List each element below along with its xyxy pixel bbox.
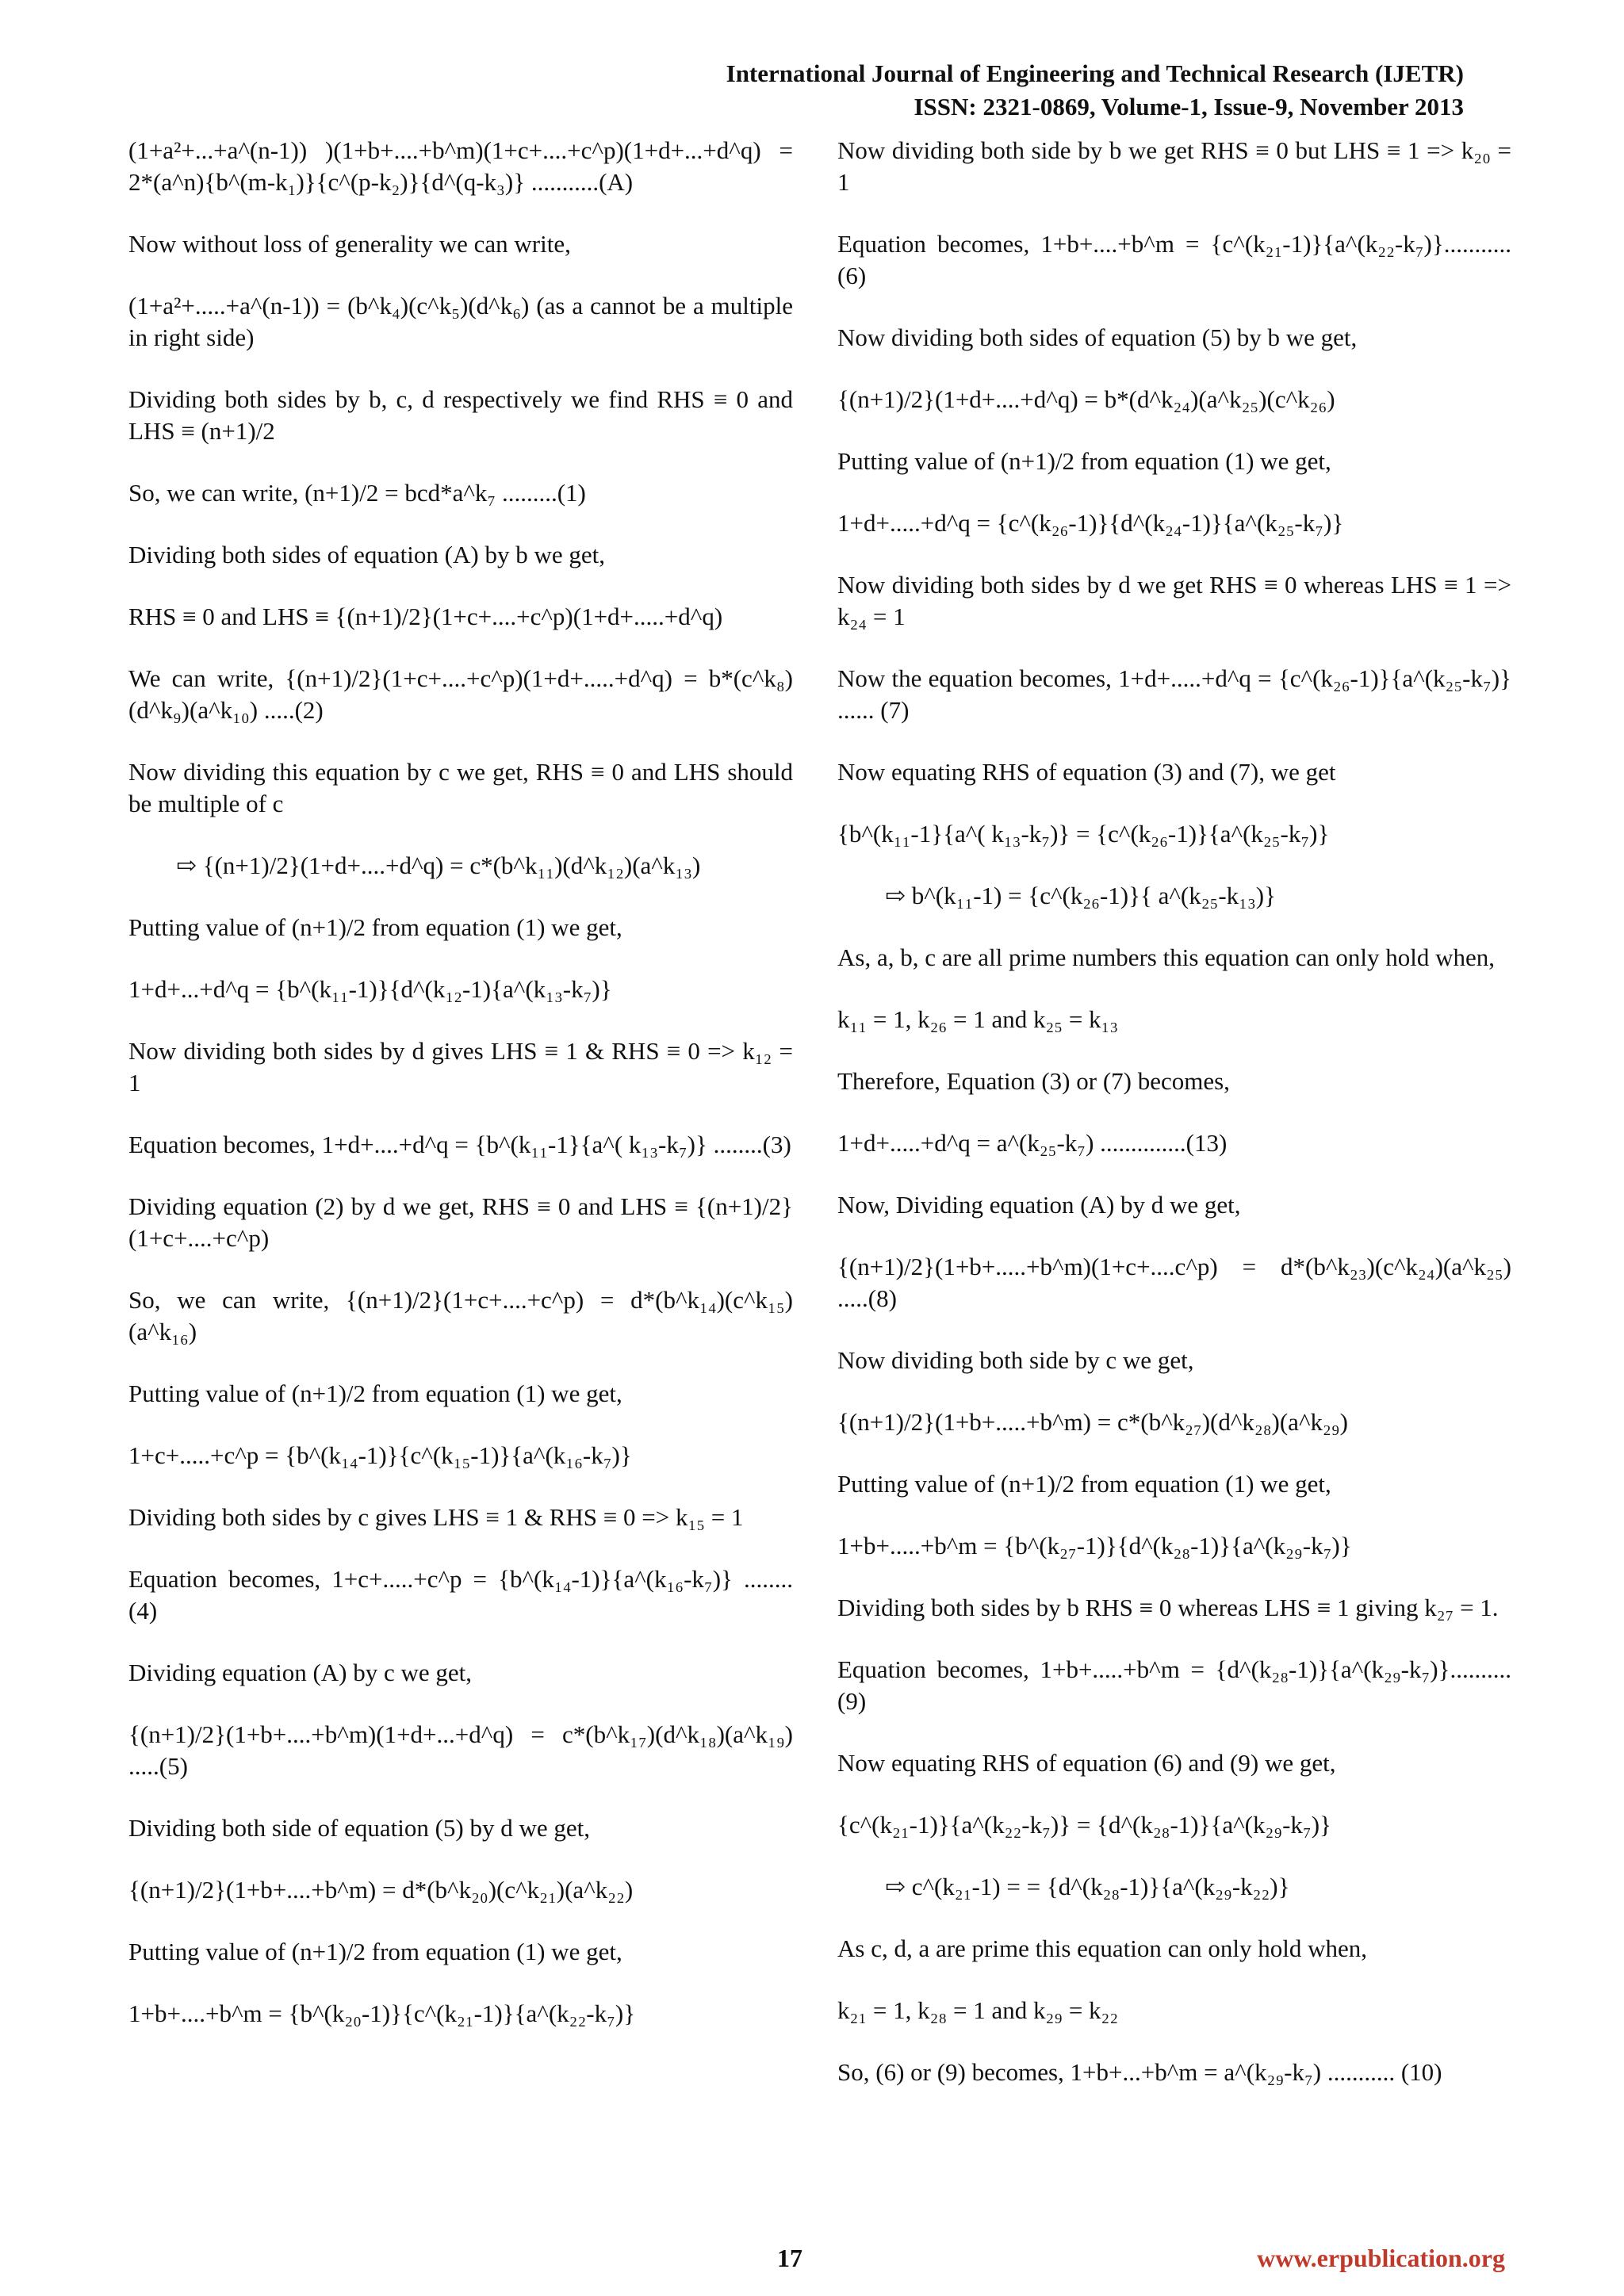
equation-9: Equation becomes, 1+b+.....+b^m = {d^(k₂₈-1)}{a^(k₂₉-k₇)}..........(9)	[837, 1655, 1511, 1715]
paragraph: Now dividing this equation by c we get, RHS ≡ 0 and LHS should be multiple of c	[128, 758, 793, 817]
paragraph: As c, d, a are prime this equation can only hold when,	[837, 1934, 1368, 1962]
paragraph: Dividing both sides by b, c, d respectively we find RHS ≡ 0 and LHS ≡ (n+1)/2	[128, 385, 793, 445]
journal-title: International Journal of Engineering and Technical Research (IJETR)	[726, 59, 1464, 87]
equation-1: So, we can write, (n+1)/2 = bcd*a^k₇ .........(1)	[128, 479, 586, 507]
paragraph: k₂₁ = 1, k₂₈ = 1 and k₂₉ = k₂₂	[837, 1996, 1119, 2024]
paragraph: 1+b+....+b^m = {b^(k₂₀-1)}{c^(k₂₁-1)}{a^(k₂₂-k₇)}	[128, 1999, 636, 2027]
paragraph: Therefore, Equation (3) or (7) becomes,	[837, 1067, 1230, 1095]
paragraph: Now dividing both side by c we get,	[837, 1346, 1194, 1374]
paragraph: (1+a²+...+a^(n-1)) )(1+b+....+b^m)(1+c+....+c^p)(1+d+...+d^q) = 2*(a^n){b^(m-k₁)}{c^(p-k₂)}{d^(q-k₃)} ...........(A)	[128, 136, 793, 196]
paragraph: As, a, b, c are all prime numbers this equation can only hold when,	[837, 943, 1496, 971]
paragraph: {c^(k₂₁-1)}{a^(k₂₂-k₇)} = {d^(k₂₈-1)}{a^(k₂₉-k₇)}	[837, 1811, 1331, 1839]
paragraph: {(n+1)/2}(1+b+.....+b^m) = c*(b^k₂₇)(d^k₂₈)(a^k₂₉)	[837, 1408, 1348, 1436]
paragraph: Now without loss of generality we can write,	[128, 230, 571, 258]
equation-2: We can write, {(n+1)/2}(1+c+....+c^p)(1+d+.....+d^q) = b*(c^k₈)(d^k₉)(a^k₁₀) .....(2)	[128, 664, 793, 724]
equation-6: Equation becomes, 1+b+....+b^m = {c^(k₂₁-1)}{a^(k₂₂-k₇)}........... (6)	[837, 230, 1511, 289]
paragraph: Dividing both sides of equation (A) by b we get,	[128, 541, 605, 568]
paragraph: Dividing both sides by c gives LHS ≡ 1 & RHS ≡ 0 => k₁₅ = 1	[128, 1503, 744, 1531]
paragraph: RHS ≡ 0 and LHS ≡ {(n+1)/2}(1+c+....+c^p)(1+d+.....+d^q)	[128, 603, 723, 630]
paragraph: 1+d+...+d^q = {b^(k₁₁-1)}{d^(k₁₂-1){a^(k₁₃-k₇)}	[128, 975, 612, 1003]
paragraph: Putting value of (n+1)/2 from equation (1) we get,	[837, 1470, 1331, 1498]
right-column	[837, 135, 1511, 2118]
paragraph: 1+d+.....+d^q = {c^(k₂₆-1)}{d^(k₂₄-1)}{a^(k₂₅-k₇)}	[837, 509, 1344, 537]
implication-line: ⇨ b^(k₁₁-1) = {c^(k₂₆-1)}{ a^(k₂₅-k₁₃)}	[885, 882, 1277, 909]
page-number: 17	[777, 2244, 802, 2272]
paragraph: Now equating RHS of equation (3) and (7), we get	[837, 758, 1336, 786]
paragraph: Now dividing both sides of equation (5) by b we get,	[837, 323, 1358, 351]
implication-line: ⇨ {(n+1)/2}(1+d+....+d^q) = c*(b^k₁₁)(d^k₁₂)(a^k₁₃)	[176, 851, 701, 879]
paragraph: {(n+1)/2}(1+b+....+b^m) = d*(b^k₂₀)(c^k₂₁)(a^k₂₂)	[128, 1876, 634, 1904]
journal-url: www.erpublication.org	[1257, 2244, 1505, 2272]
paragraph: Dividing both side of equation (5) by d we get,	[128, 1814, 591, 1842]
paragraph: Now, Dividing equation (A) by d we get,	[837, 1191, 1241, 1219]
equation-10: So, (6) or (9) becomes, 1+b+...+b^m = a^(k₂₉-k₇) ........... (10)	[837, 2058, 1442, 2086]
equation-4: Equation becomes, 1+c+.....+c^p = {b^(k₁₄-1)}{a^(k₁₆-k₇)} ........(4)	[128, 1565, 793, 1624]
paragraph: Now dividing both sides by d gives LHS ≡ 1 & RHS ≡ 0 => k₁₂ = 1	[128, 1037, 793, 1096]
left-column	[128, 135, 793, 2060]
paragraph: 1+c+.....+c^p = {b^(k₁₄-1)}{c^(k₁₅-1)}{a^(k₁₆-k₇)}	[128, 1441, 632, 1469]
paragraph: Now equating RHS of equation (6) and (9) we get,	[837, 1749, 1336, 1777]
paragraph: Putting value of (n+1)/2 from equation (1) we get,	[128, 1380, 622, 1407]
paragraph: Dividing equation (2) by d we get, RHS ≡ 0 and LHS ≡ {(n+1)/2}(1+c+....+c^p)	[128, 1192, 793, 1252]
equation-5: {(n+1)/2}(1+b+....+b^m)(1+d+...+d^q) = c*(b^k₁₇)(d^k₁₈)(a^k₁₉) .....(5)	[128, 1720, 793, 1780]
paragraph: Now dividing both sides by d we get RHS ≡ 0 whereas LHS ≡ 1 => k₂₄ = 1	[837, 571, 1511, 630]
paragraph: So, we can write, {(n+1)/2}(1+c+....+c^p) = d*(b^k₁₄)(c^k₁₅)(a^k₁₆)	[128, 1286, 793, 1345]
paragraph: Putting value of (n+1)/2 from equation (1) we get,	[128, 1938, 622, 1965]
paragraph: Putting value of (n+1)/2 from equation (1) we get,	[837, 447, 1331, 475]
paragraph: Putting value of (n+1)/2 from equation (1) we get,	[128, 913, 622, 941]
paragraph: Dividing equation (A) by c we get,	[128, 1659, 473, 1686]
paragraph: {(n+1)/2}(1+d+....+d^q) = b*(d^k₂₄)(a^k₂₅)(c^k₂₆)	[837, 385, 1335, 413]
paragraph: 1+b+.....+b^m = {b^(k₂₇-1)}{d^(k₂₈-1)}{a^(k₂₉-k₇)}	[837, 1532, 1352, 1559]
implication-line: ⇨ c^(k₂₁-1) = = {d^(k₂₈-1)}{a^(k₂₉-k₂₂)}	[885, 1873, 1290, 1900]
equation-8: {(n+1)/2}(1+b+.....+b^m)(1+c+....c^p) = d*(b^k₂₃)(c^k₂₄)(a^k₂₅) .....(8)	[837, 1253, 1511, 1312]
equation-13: 1+d+.....+d^q = a^(k₂₅-k₇) ..............(13)	[837, 1129, 1228, 1157]
paragraph: Dividing both sides by b RHS ≡ 0 whereas LHS ≡ 1 giving k₂₇ = 1.	[837, 1594, 1499, 1621]
paragraph: (1+a²+.....+a^(n-1)) = (b^k₄)(c^k₅)(d^k₆) (as a cannot be a multiple in right side)	[128, 292, 793, 351]
equation-7: Now the equation becomes, 1+d+.....+d^q = {c^(k₂₆-1)}{a^(k₂₅-k₇)} ...... (7)	[837, 664, 1511, 724]
paragraph: Now dividing both side by b we get RHS ≡ 0 but LHS ≡ 1 => k₂₀ = 1	[837, 136, 1511, 196]
paragraph: {b^(k₁₁-1}{a^( k₁₃-k₇)} = {c^(k₂₆-1)}{a^(k₂₅-k₇)}	[837, 820, 1330, 848]
equation-3: Equation becomes, 1+d+....+d^q = {b^(k₁₁-1}{a^( k₁₃-k₇)} ........(3)	[128, 1131, 791, 1158]
journal-header	[726, 57, 1464, 124]
journal-issn: ISSN: 2321-0869, Volume-1, Issue-9, November 2013	[914, 93, 1464, 121]
paragraph: k₁₁ = 1, k₂₆ = 1 and k₂₅ = k₁₃	[837, 1005, 1119, 1033]
